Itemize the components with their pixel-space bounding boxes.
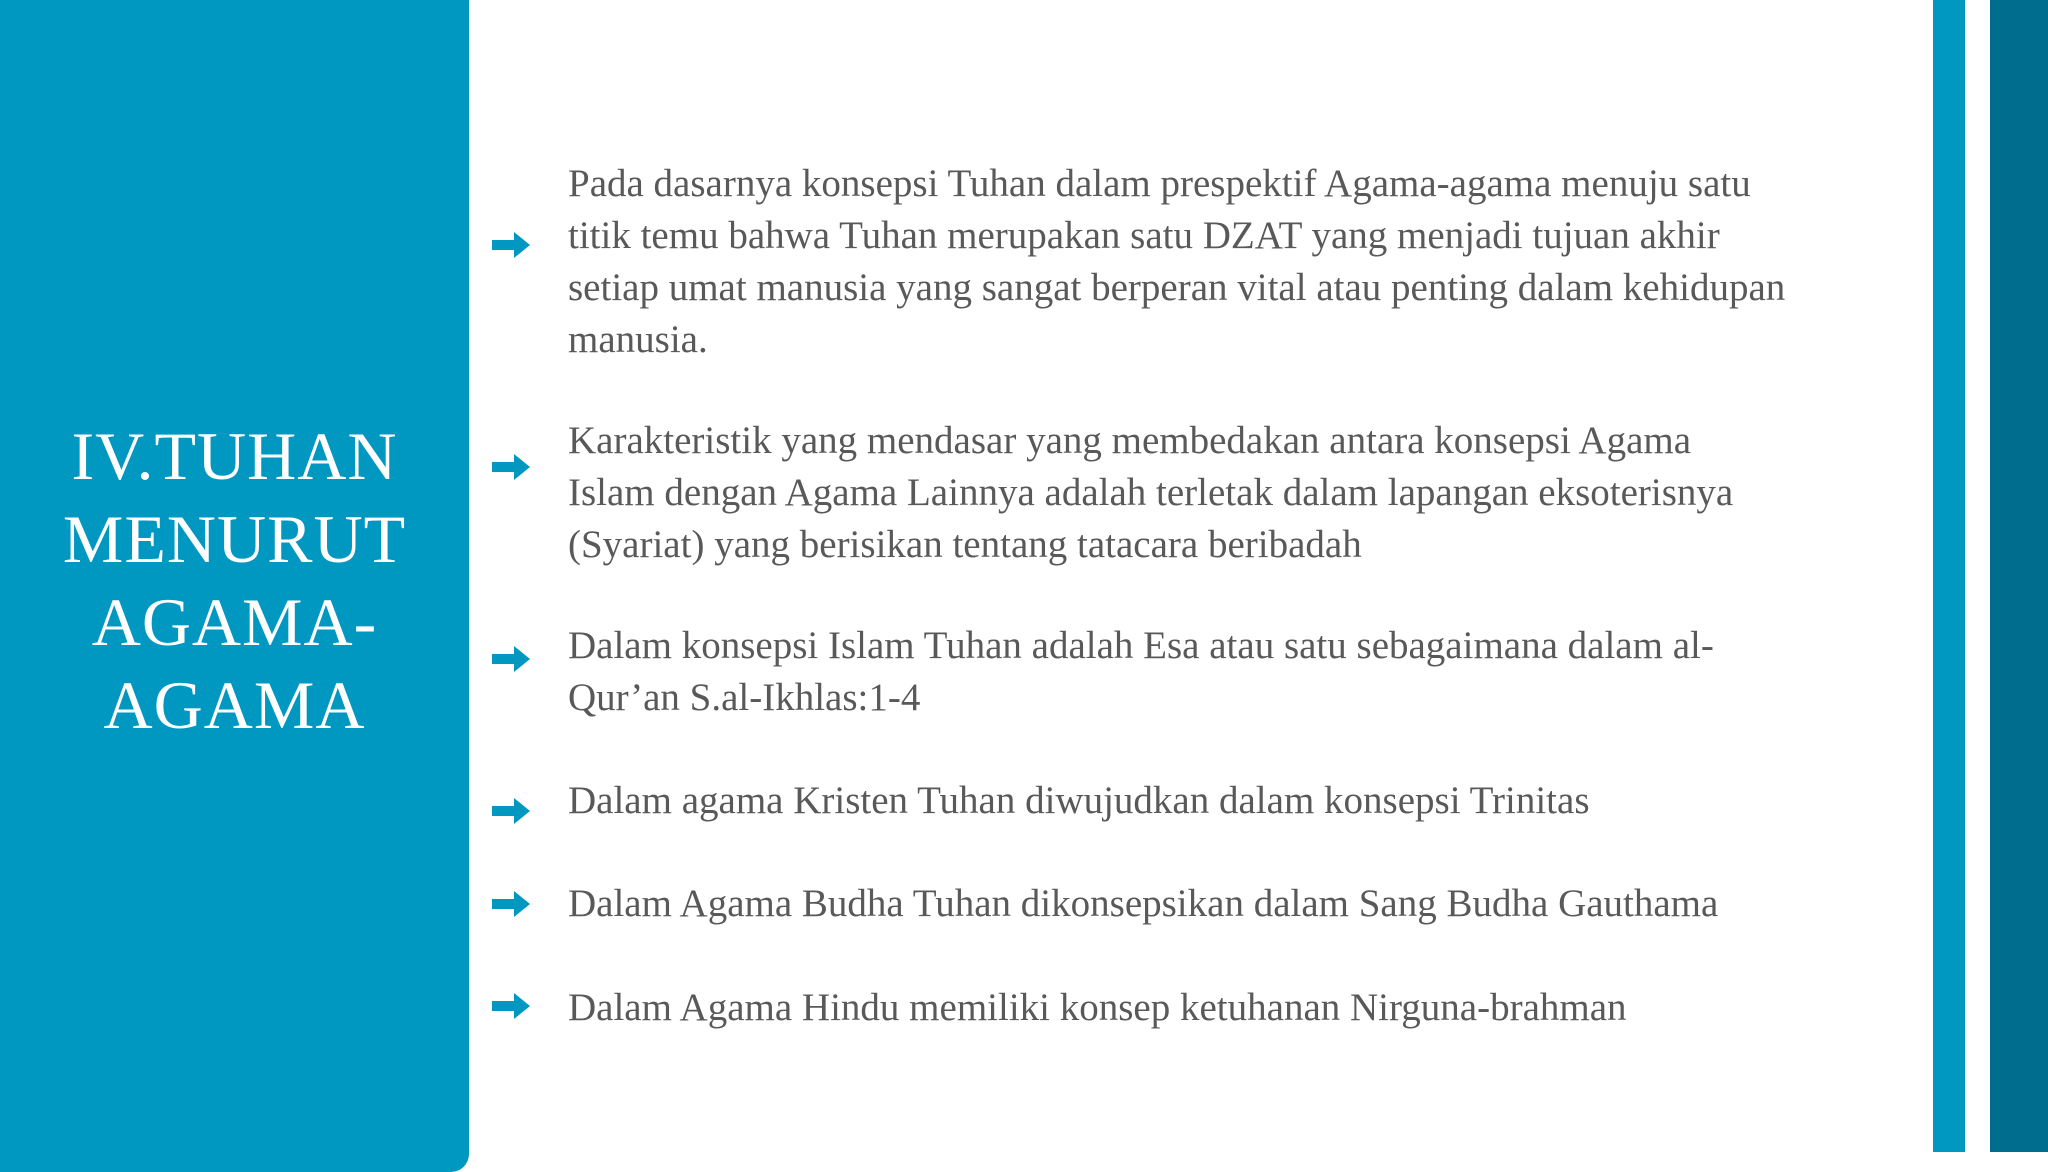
bullet-item-4 xyxy=(492,775,1932,830)
arrow-right-icon xyxy=(492,889,532,919)
bullet-2-line-2: Islam dengan Agama Lainnya adalah terletak dalam lapangan eksoterisnya xyxy=(568,471,1734,514)
bullet-1-line-4: manusia. xyxy=(568,318,708,361)
bullet-1-line-2: titik temu bahwa Tuhan merupakan satu DZAT yang menjadi tujuan akhir xyxy=(568,214,1720,257)
bullet-text-1 xyxy=(568,158,1928,366)
arrow-right-icon xyxy=(492,230,532,260)
bullet-text-4 xyxy=(568,775,1928,827)
bullet-6-line-1: Dalam Agama Hindu memiliki konsep ketuhanan Nirguna-brahman xyxy=(568,986,1627,1029)
bullet-item-2 xyxy=(492,415,1932,575)
bullet-2-line-3: (Syariat) yang berisikan tentang tatacara beribadah xyxy=(568,523,1362,566)
arrow-right-icon xyxy=(492,644,532,674)
arrow-right-icon xyxy=(492,452,532,482)
bullet-item-5 xyxy=(492,878,1932,933)
bullet-1-line-3: setiap umat manusia yang sangat berperan vital atau penting dalam kehidupan xyxy=(568,266,1786,309)
title-line-1: IV.TUHAN xyxy=(71,418,398,494)
bullet-3-line-2: Qur’an S.al-Ikhlas:1-4 xyxy=(568,676,921,719)
bullet-text-3 xyxy=(568,620,1928,724)
right-accent-bar-dark xyxy=(1990,0,2048,1152)
right-accent-bar-light xyxy=(1933,0,1965,1152)
bullet-5-line-1: Dalam Agama Budha Tuhan dikonsepsikan dalam Sang Budha Gauthama xyxy=(568,882,1719,925)
bullet-2-line-1: Karakteristik yang mendasar yang membedakan antara konsepsi Agama xyxy=(568,419,1692,462)
bullet-item-1 xyxy=(492,158,1932,368)
bullet-item-6 xyxy=(492,982,1932,1037)
bullet-3-line-1: Dalam konsepsi Islam Tuhan adalah Esa atau satu sebagaimana dalam al- xyxy=(568,624,1714,667)
title-line-4: AGAMA xyxy=(103,667,366,743)
arrow-right-icon xyxy=(492,991,532,1021)
bullet-4-line-1: Dalam agama Kristen Tuhan diwujudkan dalam konsepsi Trinitas xyxy=(568,779,1590,822)
bullet-text-6 xyxy=(568,982,1928,1034)
title-line-2: MENURUT xyxy=(62,501,407,577)
arrow-right-icon xyxy=(492,796,532,826)
title-line-3: AGAMA- xyxy=(91,584,378,660)
bullet-text-2 xyxy=(568,415,1928,571)
slide-title xyxy=(0,415,469,747)
bullet-item-3 xyxy=(492,620,1932,725)
bullet-1-line-1: Pada dasarnya konsepsi Tuhan dalam prespektif Agama-agama menuju satu xyxy=(568,162,1751,205)
bullet-text-5 xyxy=(568,878,1928,930)
